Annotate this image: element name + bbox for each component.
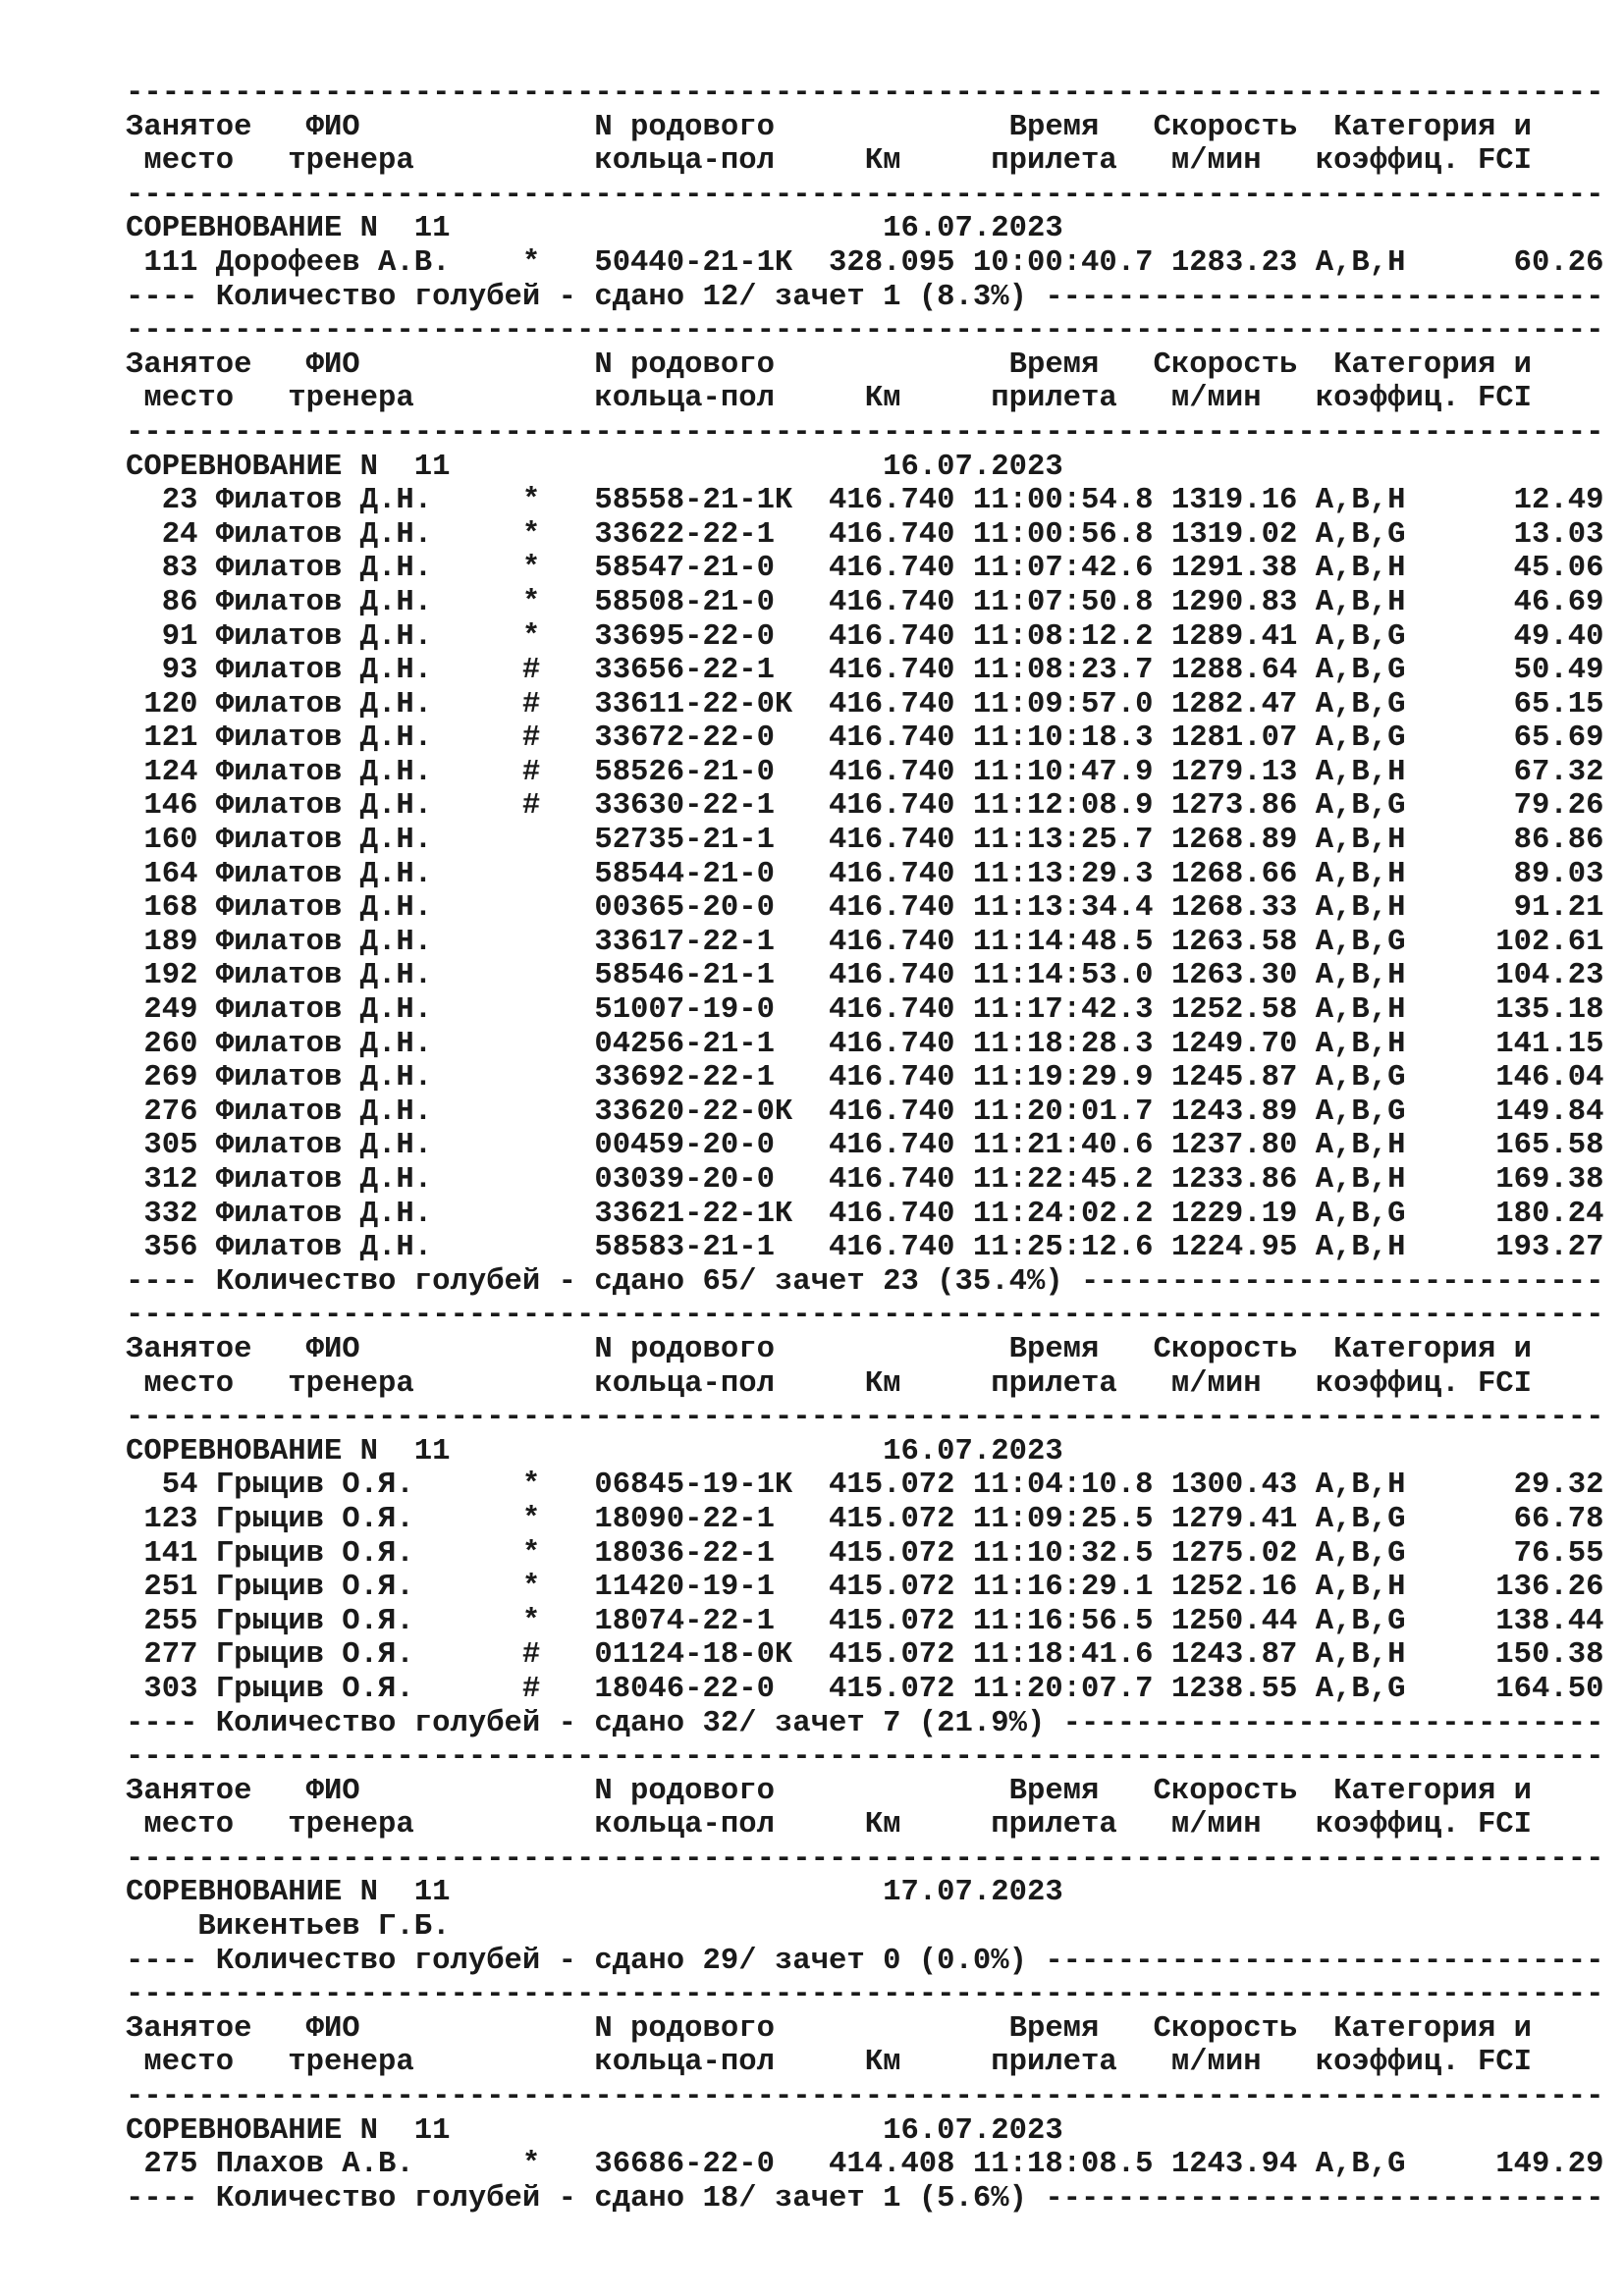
result-row: 123 Грыцив О.Я. * 18090-22-1 415.072 11:09:25.5 1279.41 A,B,G 66.78 [126,1502,1604,1536]
competition-line: СОРЕВНОВАНИЕ N 11 16.07.2023 [126,212,1063,246]
column-header-line-1: Занятое ФИО N родового Время Скорость Категория и [126,1774,1533,1808]
race-results-report [126,77,1604,2216]
column-header-line-1: Занятое ФИО N родового Время Скорость Категория и [126,2011,1533,2046]
divider-line: ---------------------------------------------------------------------------------- [126,2080,1604,2114]
result-row: 303 Грыцив О.Я. # 18046-22-0 415.072 11:20:07.7 1238.55 A,B,G 164.50 [126,1672,1604,1706]
divider-line: ---------------------------------------------------------------------------------- [126,314,1604,348]
result-row: 168 Филатов Д.Н. 00365-20-0 416.740 11:13:34.4 1268.33 A,B,H 91.21 [126,891,1604,926]
divider-line: ---------------------------------------------------------------------------------- [126,77,1604,110]
divider-line: ---------------------------------------------------------------------------------- [126,415,1604,450]
column-header-line-2: место тренера кольца-пол Км прилета м/мин коэффиц. FCI [126,1366,1533,1401]
result-row: 255 Грыцив О.Я. * 18074-22-1 415.072 11:16:56.5 1250.44 A,B,G 138.44 [126,1604,1604,1638]
divider-line: ---------------------------------------------------------------------------------- [126,1299,1604,1333]
divider-line: ---------------------------------------------------------------------------------- [126,1740,1604,1775]
result-row: 23 Филатов Д.Н. * 58558-21-1К 416.740 11:00:54.8 1319.16 A,B,H 12.49 [126,484,1604,518]
divider-line: ---------------------------------------------------------------------------------- [126,1401,1604,1435]
result-row: 24 Филатов Д.Н. * 33622-22-1 416.740 11:00:56.8 1319.02 A,B,G 13.03 [126,517,1604,552]
result-row: 86 Филатов Д.Н. * 58508-21-0 416.740 11:07:50.8 1290.83 A,B,H 46.69 [126,585,1604,619]
result-row: 93 Филатов Д.Н. # 33656-22-1 416.740 11:08:23.7 1288.64 A,B,G 50.49 [126,654,1604,688]
result-row: 83 Филатов Д.Н. * 58547-21-0 416.740 11:07:42.6 1291.38 A,B,H 45.06 [126,552,1604,586]
result-row: 276 Филатов Д.Н. 33620-22-0К 416.740 11:20:01.7 1243.89 A,B,G 149.84 [126,1095,1604,1129]
column-header-line-2: место тренера кольца-пол Км прилета м/мин коэффиц. FCI [126,144,1533,179]
column-header-line-1: Занятое ФИО N родового Время Скорость Категория и [126,110,1533,144]
result-row: 332 Филатов Д.Н. 33621-22-1К 416.740 11:24:02.2 1229.19 A,B,G 180.24 [126,1197,1604,1231]
summary-line: ---- Количество голубей - сдано 65/ зачет 23 (35.4%) ----------------------------- [126,1264,1604,1299]
competition-line: СОРЕВНОВАНИЕ N 11 16.07.2023 [126,450,1063,484]
column-header-line-2: место тренера кольца-пол Км прилета м/мин коэффиц. FCI [126,2046,1533,2080]
result-row: 120 Филатов Д.Н. # 33611-22-0К 416.740 11:09:57.0 1282.47 A,B,G 65.15 [126,687,1604,721]
result-row: 146 Филатов Д.Н. # 33630-22-1 416.740 11:12:08.9 1273.86 A,B,G 79.26 [126,789,1604,824]
divider-line: ---------------------------------------------------------------------------------- [126,178,1604,212]
column-header-line-1: Занятое ФИО N родового Время Скорость Категория и [126,347,1533,382]
result-row: 192 Филатов Д.Н. 58546-21-1 416.740 11:14:53.0 1263.30 A,B,H 104.23 [126,959,1604,993]
result-row: 141 Грыцив О.Я. * 18036-22-1 415.072 11:10:32.5 1275.02 A,B,G 76.55 [126,1536,1604,1571]
result-row: 312 Филатов Д.Н. 03039-20-0 416.740 11:22:45.2 1233.86 A,B,H 169.38 [126,1163,1604,1197]
column-header-line-1: Занятое ФИО N родового Время Скорость Категория и [126,1332,1533,1366]
result-row: 251 Грыцив О.Я. * 11420-19-1 415.072 11:16:29.1 1252.16 A,B,H 136.26 [126,1571,1604,1605]
result-row: 249 Филатов Д.Н. 51007-19-0 416.740 11:17:42.3 1252.58 A,B,H 135.18 [126,993,1604,1028]
result-row: 275 Плахов А.В. * 36686-22-0 414.408 11:18:08.5 1243.94 A,B,G 149.29 [126,2148,1604,2182]
divider-line: ---------------------------------------------------------------------------------- [126,1842,1604,1876]
result-row: 124 Филатов Д.Н. # 58526-21-0 416.740 11:10:47.9 1279.13 A,B,H 67.32 [126,755,1604,789]
column-header-line-2: место тренера кольца-пол Км прилета м/мин коэффиц. FCI [126,1808,1533,1842]
summary-line: ---- Количество голубей - сдано 29/ зачет 0 (0.0%) ------------------------------- [126,1944,1604,1978]
competition-line: СОРЕВНОВАНИЕ N 11 17.07.2023 [126,1876,1063,1910]
result-row: 356 Филатов Д.Н. 58583-21-1 416.740 11:25:12.6 1224.95 A,B,H 193.27 [126,1231,1604,1265]
trainer-name-line: Викентьев Г.Б. [126,1910,451,1945]
result-row: 160 Филатов Д.Н. 52735-21-1 416.740 11:13:25.7 1268.89 A,B,H 86.86 [126,824,1604,858]
result-row: 91 Филатов Д.Н. * 33695-22-0 416.740 11:08:12.2 1289.41 A,B,G 49.40 [126,619,1604,654]
divider-line: ---------------------------------------------------------------------------------- [126,1978,1604,2012]
result-row: 121 Филатов Д.Н. # 33672-22-0 416.740 11:10:18.3 1281.07 A,B,G 65.69 [126,721,1604,756]
summary-line: ---- Количество голубей - сдано 18/ зачет 1 (5.6%) ------------------------------- [126,2181,1604,2216]
result-row: 189 Филатов Д.Н. 33617-22-1 416.740 11:14:48.5 1263.58 A,B,G 102.61 [126,925,1604,959]
result-row: 164 Филатов Д.Н. 58544-21-0 416.740 11:13:29.3 1268.66 A,B,H 89.03 [126,857,1604,891]
result-row: 269 Филатов Д.Н. 33692-22-1 416.740 11:19:29.9 1245.87 A,B,G 146.04 [126,1061,1604,1095]
result-row: 54 Грыцив О.Я. * 06845-19-1К 415.072 11:04:10.8 1300.43 A,B,H 29.32 [126,1468,1604,1503]
competition-line: СОРЕВНОВАНИЕ N 11 16.07.2023 [126,2113,1063,2148]
competition-line: СОРЕВНОВАНИЕ N 11 16.07.2023 [126,1434,1063,1468]
result-row: 277 Грыцив О.Я. # 01124-18-0К 415.072 11:18:41.6 1243.87 A,B,H 150.38 [126,1638,1604,1673]
result-row: 305 Филатов Д.Н. 00459-20-0 416.740 11:21:40.6 1237.80 A,B,H 165.58 [126,1129,1604,1163]
column-header-line-2: место тренера кольца-пол Км прилета м/мин коэффиц. FCI [126,382,1533,416]
summary-line: ---- Количество голубей - сдано 32/ зачет 7 (21.9%) ------------------------------ [126,1706,1604,1740]
summary-line: ---- Количество голубей - сдано 12/ зачет 1 (8.3%) ------------------------------- [126,280,1604,314]
result-row: 111 Дорофеев А.В. * 50440-21-1К 328.095 10:00:40.7 1283.23 A,B,H 60.26 [126,245,1604,280]
result-row: 260 Филатов Д.Н. 04256-21-1 416.740 11:18:28.3 1249.70 A,B,H 141.15 [126,1027,1604,1061]
